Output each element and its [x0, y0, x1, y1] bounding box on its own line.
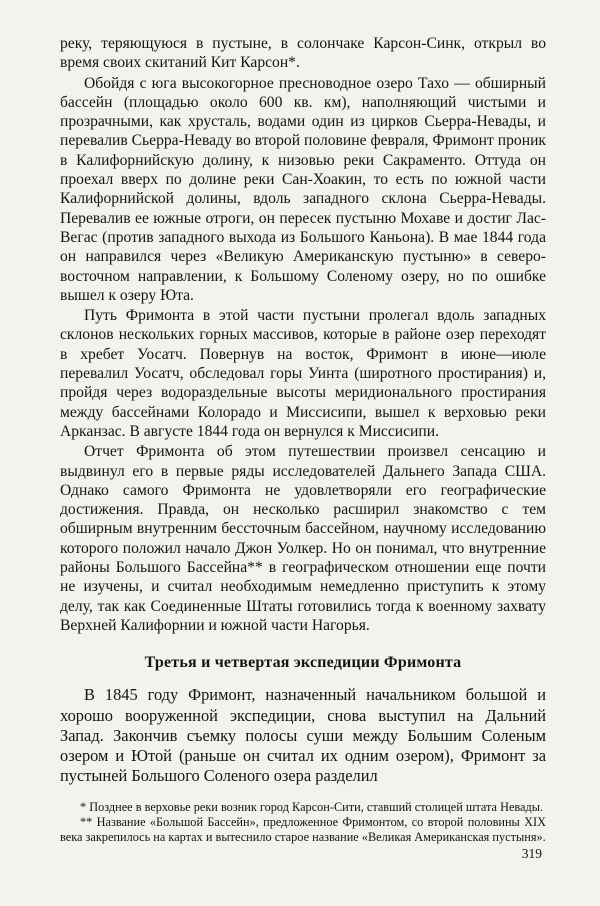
paragraph-4: Отчет Фримонта об этом путешествии произвел сенсацию и выдвинул его в первые ряды исследователей Дальнего Запада США. Однако самого Фримонта не удовлетворяли его географические достижения. Правда, он несколько расширил знакомство с тем обширным внутренним бессточным бассейном, научному исследованию которого положил начало Джон Уолкер. Но он понимал, что внутренние районы Большого Бассейна** в географическом отношении еще почти не изучены, и считал необходимым немедленно приступить к этому делу, так как Соединенные Штаты готовились тогда к военному захвату Верхней Калифорнии и южной части Нагорья.: [60, 443, 546, 634]
page-number: 319: [521, 846, 542, 861]
section-paragraph: В 1845 году Фримонт, назначенный начальником большой и хорошо вооруженной экспедиции, снова выступил на Дальний Запад. Закончив съемку полосы суши между Большим Соленым озером и Ютой (раньше он считал их одним озером), Фримонт за пустыней Большого Соленого озера разделил: [60, 685, 546, 786]
main-text: [60, 34, 546, 635]
footnote-2: ** Название «Большой Бассейн», предложенное Фримонтом, со второй половины XIX века закрепилось на картах и вытеснило старое название «Великая Американская пустыня».: [60, 814, 546, 845]
section-heading: Третья и четвертая экспедиции Фримонта: [144, 654, 462, 672]
footnote-1: * Позднее в верховье реки возник город Карсон-Сити, ставший столицей штата Невады.: [80, 799, 544, 814]
paragraph-2: Обойдя с юга высокогорное пресноводное озеро Тахо — обширный бассейн (площадью около 600 кв. км), наполняющий чистыми и прозрачными, как хрусталь, водами один из цирков Сьерра-Невады, и перевалив Сьерра-Неваду во второй половине февраля, Фримонт проник в Калифорнийскую долину, к низовью реки Сакраменто. Оттуда он проехал вверх по долине реки Сан-Хоакин, то есть по южной части Калифорнийской долины, вдоль западного склона Сьерра-Невады. Перевалив ее южные отроги, он пересек пустыню Мохаве и достиг Лас-Вегас (против западного выхода из Большого Каньона). В мае 1844 года он направился через «Великую Американскую пустыню» в северо-восточном направлении, к Большому Соленому озеру, но по ошибке вышел к озеру Юта.: [60, 74, 546, 304]
paragraph-1: реку, теряющуюся в пустыне, в солончаке Карсон-Синк, открыл во время своих скитаний Кит Карсон*.: [60, 35, 546, 72]
paragraph-3: Путь Фримонта в этой части пустыни пролегал вдоль западных склонов нескольких горных массивов, которые в районе озер переходят в хребет Уосатч. Повернув на восток, Фримонт в июне—июле перевалил Уосатч, обследовал горы Уинта (широтного простирания) и, пройдя через водораздельные высоты меридионального простирания между бассейнами Колорадо и Миссисипи, вышел к верховью реки Арканзас. В августе 1844 года он вернулся к Миссисипи.: [60, 307, 546, 440]
section-text: [60, 685, 546, 786]
footnotes: [60, 800, 546, 846]
